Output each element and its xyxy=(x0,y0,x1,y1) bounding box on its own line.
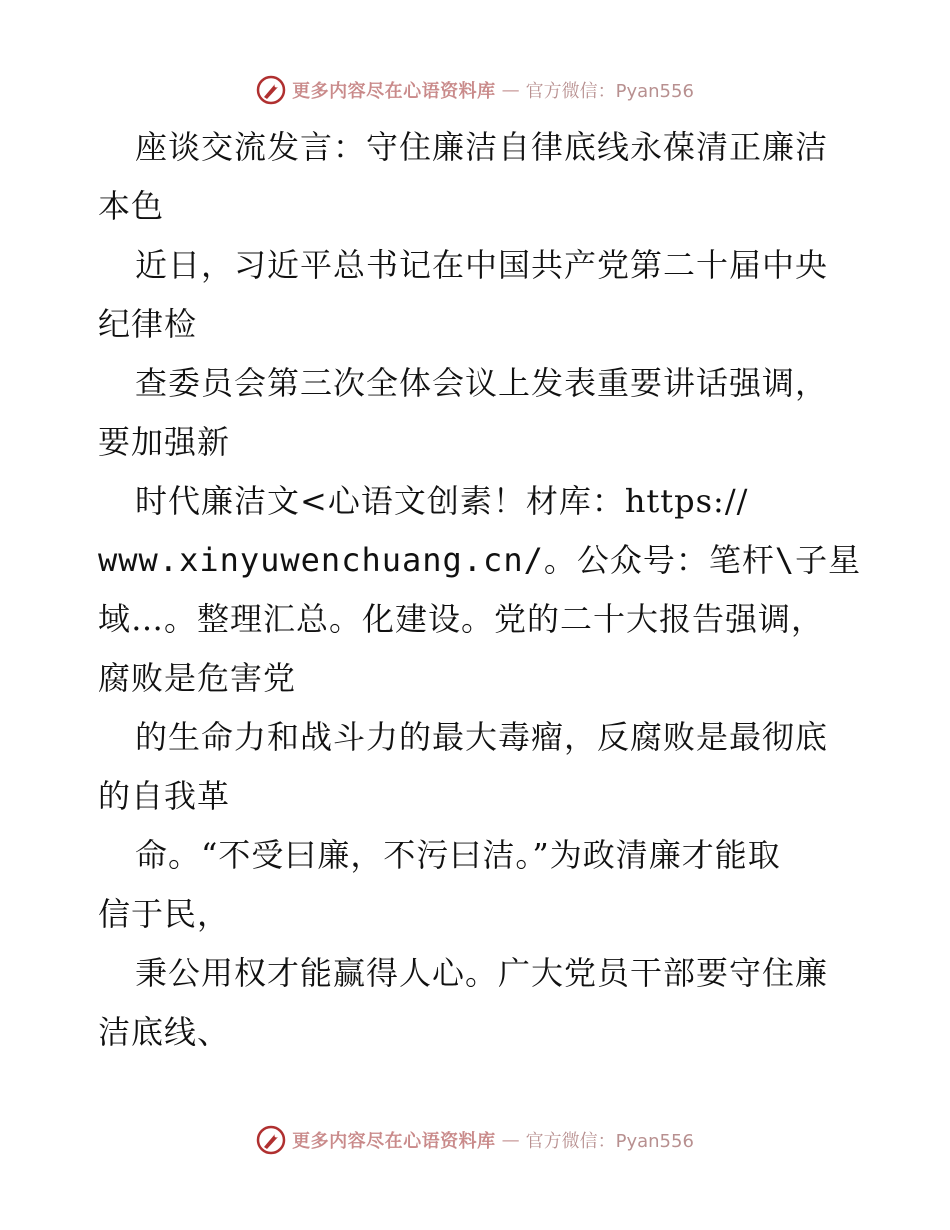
text-line: 命。“不受曰廉，不污曰洁。”为政清廉才能取 xyxy=(135,836,781,874)
pen-nib-logo-icon xyxy=(256,1125,286,1155)
banner-title: 更多内容尽在心语资料库 xyxy=(292,81,496,102)
text-line: 洁底线、 xyxy=(98,1013,231,1051)
text-line: 腐败是危害党 xyxy=(98,659,297,697)
pen-nib-logo-icon xyxy=(256,75,286,105)
text-line: 要加强新 xyxy=(98,423,231,461)
text-line: 纪律检 xyxy=(98,305,198,343)
banner-separator: — xyxy=(501,79,520,101)
text-line: 秉公用权才能赢得人心。广大党员干部要守住廉 xyxy=(135,954,829,992)
text-line: www.xinyuwenchuang.cn/。公众号：笔杆\子星 xyxy=(98,541,862,579)
text-line: 近日，习近平总书记在中国共产党第二十届中央 xyxy=(135,246,829,284)
text-line: 本色 xyxy=(98,187,165,225)
text-line: 域…。整理汇总。化建设。党的二十大报告强调， xyxy=(98,600,825,638)
header-banner xyxy=(0,70,950,110)
banner-wechat: 官方微信：Pyan556 xyxy=(525,1131,694,1152)
text-line: 信于民， xyxy=(98,895,231,933)
text-line: 的生命力和战斗力的最大毒瘤，反腐败是最彻底 xyxy=(135,718,829,756)
banner-separator: — xyxy=(501,1129,520,1151)
text-line: 时代廉洁文<心语文创素！材库：https:// xyxy=(135,482,749,520)
banner-title: 更多内容尽在心语资料库 xyxy=(292,1131,496,1152)
text-line: 查委员会第三次全体会议上发表重要讲话强调， xyxy=(135,364,829,402)
document-body xyxy=(98,118,862,1062)
text-line: 的自我革 xyxy=(98,777,231,815)
text-line: 座谈交流发言：守住廉洁自律底线永葆清正廉洁 xyxy=(135,128,829,166)
footer-banner xyxy=(0,1120,950,1160)
banner-wechat: 官方微信：Pyan556 xyxy=(525,81,694,102)
